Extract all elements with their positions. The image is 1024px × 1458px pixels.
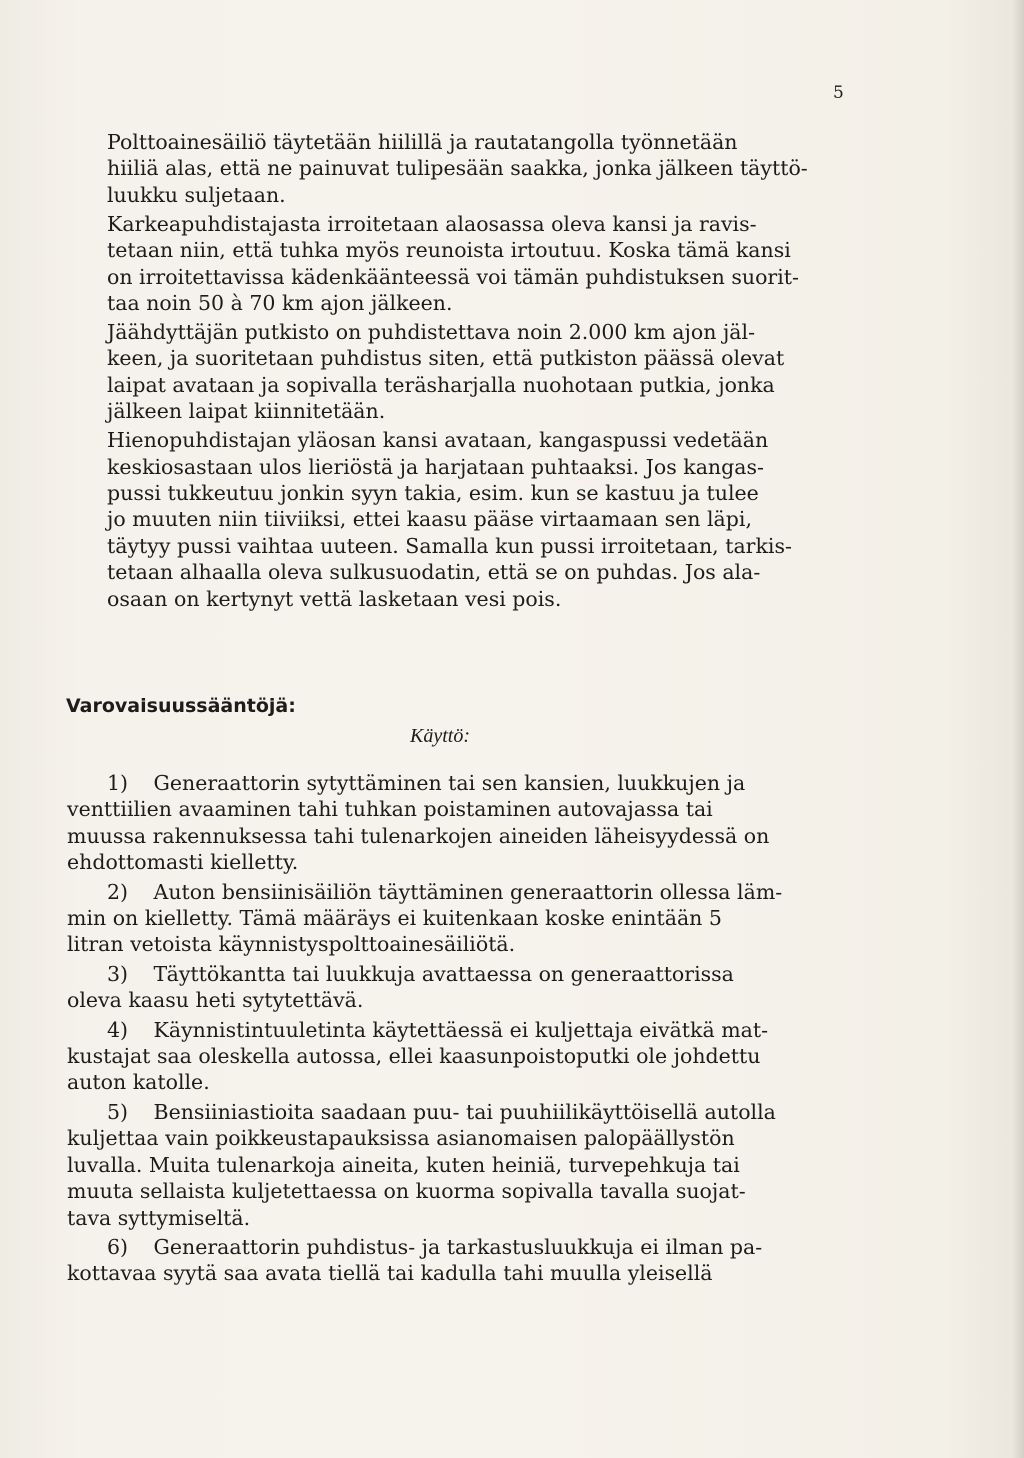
rule-number: 4): [107, 1017, 129, 1042]
rule-first-line: [67, 1234, 850, 1260]
text-line: Täyttökantta tai luukkuja avattaessa on generaattorissa: [153, 961, 734, 986]
text-line: taa noin 50 à 70 km ajon jälkeen.: [107, 291, 453, 316]
rule-item: [67, 770, 850, 876]
subheading: Käyttö:: [410, 725, 470, 747]
text-line: Jäähdyttäjän putkisto on puhdistettava noin 2.000 km ajon jäl-: [107, 320, 756, 345]
text-line: litran vetoista käynnistyspolttoainesäiliötä.: [67, 932, 516, 957]
paragraph: [67, 427, 850, 612]
text-line: osaan on kertynyt vettä lasketaan vesi pois.: [107, 586, 562, 611]
text-line: Generaattorin puhdistus- ja tarkastusluukkuja ei ilman pa-: [153, 1234, 763, 1259]
text-line: tetaan niin, että tuhka myös reunoista irtoutuu. Koska tämä kansi: [107, 238, 791, 263]
text-line: tava syttymiseltä.: [67, 1205, 251, 1230]
rule-first-line: [67, 770, 850, 796]
rule-first-line: [67, 879, 850, 905]
text-line: kustajat saa oleskella autossa, ellei kaasunpoistoputki ole johdettu: [67, 1044, 761, 1069]
rule-number: 3): [107, 961, 129, 986]
rule-item: [67, 1099, 850, 1231]
text-line: muussa rakennuksessa tahi tulenarkojen aineiden läheisyydessä on: [67, 823, 770, 848]
text-line: luvalla. Muita tulenarkoja aineita, kuten heiniä, turvepehkuja tai: [67, 1152, 740, 1177]
body-text: [67, 129, 850, 612]
text-line: hiiliä alas, että ne painuvat tulipesään saakka, jonka jälkeen täyttö-: [107, 156, 808, 181]
rule-item: [67, 1234, 850, 1287]
text-line: auton katolle.: [67, 1070, 210, 1095]
text-line: oleva kaasu heti sytytettävä.: [67, 988, 364, 1013]
rule-number: 6): [107, 1234, 129, 1259]
text-line: venttiilien avaaminen tahi tuhkan poistaminen autovajassa tai: [67, 797, 713, 822]
paragraph: [67, 129, 850, 208]
text-line: Hienopuhdistajan yläosan kansi avataan, kangaspussi vedetään: [107, 428, 769, 453]
text-line: keen, ja suoritetaan puhdistus siten, että putkiston päässä olevat: [107, 346, 785, 371]
text-line: luukku suljetaan.: [107, 182, 286, 207]
text-line: Generaattorin sytyttäminen tai sen kansien, luukkujen ja: [153, 771, 746, 795]
text-line: keskiosastaan ulos lieriöstä ja harjataan puhtaaksi. Jos kangas-: [107, 454, 764, 479]
section-heading: Varovaisuussääntöjä:: [66, 695, 296, 717]
rule-number: 1): [107, 771, 129, 795]
rule-item: [67, 961, 850, 1014]
text-line: jo muuten niin tiiviiksi, ettei kaasu pääse virtaamaan sen läpi,: [107, 507, 752, 532]
rule-item: [67, 879, 850, 958]
rule-first-line: [67, 1017, 850, 1043]
text-line: tetaan alhaalla oleva sulkusuodatin, että se on puhdas. Jos ala-: [107, 560, 761, 585]
text-line: Auton bensiinisäiliön täyttäminen generaattorin ollessa läm-: [153, 879, 783, 904]
text-line: on irroitettavissa kädenkäänteessä voi tämän puhdistuksen suorit-: [107, 264, 799, 289]
page-number: 5: [833, 83, 844, 103]
text-line: ehdottomasti kielletty.: [67, 850, 299, 875]
text-line: Polttoainesäiliö täytetään hiilillä ja rautatangolla työnnetään: [107, 130, 738, 154]
text-line: muuta sellaista kuljetettaessa on kuorma sopivalla tavalla suojat-: [67, 1179, 746, 1204]
text-line: Karkeapuhdistajasta irroitetaan alaosassa oleva kansi ja ravis-: [107, 211, 757, 236]
text-line: kottavaa syytä saa avata tiellä tai kadulla tahi muulla yleisellä: [67, 1261, 713, 1286]
rule-number: 5): [107, 1099, 129, 1124]
text-line: täytyy pussi vaihtaa uuteen. Samalla kun pussi irroitetaan, tarkis-: [107, 533, 792, 558]
rule-number: 2): [107, 879, 129, 904]
text-line: Bensiiniastioita saadaan puu- tai puuhiilikäyttöisellä autolla: [153, 1099, 776, 1124]
text-line: Käynnistintuuletinta käytettäessä ei kuljettaja eivätkä mat-: [153, 1017, 769, 1042]
text-line: pussi tukkeutuu jonkin syyn takia, esim. kun se kastuu ja tulee: [107, 481, 759, 506]
paragraph: [67, 319, 850, 425]
paragraph: [67, 211, 850, 317]
text-line: kuljettaa vain poikkeustapauksissa asianomaisen palopäällystön: [67, 1126, 735, 1151]
rule-first-line: [67, 961, 850, 987]
text-line: laipat avataan ja sopivalla teräsharjalla nuohotaan putkia, jonka: [107, 372, 775, 397]
rule-item: [67, 1017, 850, 1096]
text-line: jälkeen laipat kiinnitetään.: [107, 399, 386, 424]
rule-first-line: [67, 1099, 850, 1125]
text-line: min on kielletty. Tämä määräys ei kuitenkaan koske enintään 5: [67, 906, 722, 931]
page-edge-shadow: [1012, 0, 1024, 1458]
rules-list: [67, 770, 850, 1287]
